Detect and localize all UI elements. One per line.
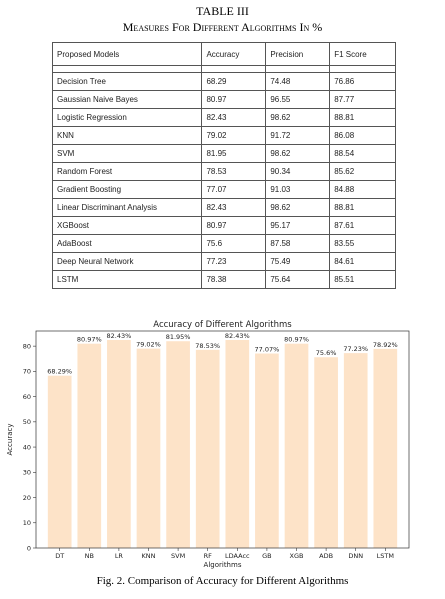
table-cell: Logistic Regression — [53, 109, 202, 127]
data-label: 82.43% — [106, 332, 132, 341]
table-row — [53, 163, 396, 181]
results-table — [52, 42, 396, 289]
table-row — [53, 217, 396, 235]
table-cell: 87.61 — [330, 217, 396, 235]
table-cell: 78.53 — [202, 163, 266, 181]
table-cell: 96.55 — [266, 91, 330, 109]
table-cell: 88.81 — [330, 109, 396, 127]
table-cell: 75.64 — [266, 271, 330, 289]
y-tick-label: 70 — [22, 367, 31, 376]
table-cell: SVM — [53, 145, 202, 163]
y-tick-label: 10 — [22, 519, 31, 528]
table-cell: 98.62 — [266, 109, 330, 127]
table-cell: 87.58 — [266, 235, 330, 253]
data-label: 78.92% — [372, 340, 398, 349]
accuracy-bar-chart — [0, 316, 445, 574]
table-cell: 82.43 — [202, 109, 266, 127]
table-row — [53, 145, 396, 163]
table-cell: 80.97 — [202, 91, 266, 109]
bar-lr — [107, 340, 131, 548]
y-tick-label: 30 — [22, 468, 31, 477]
table-cell: AdaBoost — [53, 235, 202, 253]
bar-knn — [137, 349, 161, 548]
x-tick-label: LR — [114, 552, 123, 560]
table-cell: LSTM — [53, 271, 202, 289]
table-cell: 78.38 — [202, 271, 266, 289]
x-tick-label: LSTM — [376, 552, 394, 560]
spacer-cell — [330, 66, 396, 73]
bar-gb — [255, 354, 279, 548]
table-cell: 82.43 — [202, 199, 266, 217]
bar-xgb — [285, 344, 309, 548]
table-body — [53, 66, 396, 289]
x-tick-label: DNN — [348, 552, 364, 560]
table-row — [53, 235, 396, 253]
data-label: 82.43% — [224, 332, 250, 341]
table-cell: Decision Tree — [53, 73, 202, 91]
table-cell: 68.29 — [202, 73, 266, 91]
y-tick-label: 60 — [22, 392, 31, 401]
table-cell: Deep Neural Network — [53, 253, 202, 271]
table-header-row — [53, 43, 396, 66]
table-cell: 74.48 — [266, 73, 330, 91]
data-label: 80.97% — [76, 335, 102, 344]
table-row — [53, 199, 396, 217]
table-cell: 88.54 — [330, 145, 396, 163]
x-axis-label: Algorithms — [203, 561, 242, 569]
table-cell: Gradient Boosting — [53, 181, 202, 199]
y-axis-label: Accuracy — [6, 423, 14, 456]
bar-nb — [77, 344, 101, 548]
header-models: Proposed Models — [53, 43, 202, 66]
header-precision: Precision — [266, 43, 330, 66]
y-tick-label: 20 — [22, 493, 31, 502]
table-cell: 98.62 — [266, 199, 330, 217]
data-label: 68.29% — [47, 367, 73, 376]
table-cell: 77.23 — [202, 253, 266, 271]
spacer-cell — [202, 66, 266, 73]
table-cell: 91.72 — [266, 127, 330, 145]
table-cell: 79.02 — [202, 127, 266, 145]
table-cell: 90.34 — [266, 163, 330, 181]
bar-dnn — [344, 353, 368, 548]
x-tick-label: ADB — [319, 552, 334, 560]
table-cell: 83.55 — [330, 235, 396, 253]
bar-rf — [196, 350, 220, 548]
spacer-cell — [53, 66, 202, 73]
y-tick-label: 0 — [26, 544, 31, 553]
table-cell: 81.95 — [202, 145, 266, 163]
header-accuracy: Accuracy — [202, 43, 266, 66]
data-label: 75.6% — [315, 349, 337, 358]
header-f1: F1 Score — [330, 43, 396, 66]
x-tick-label: XGB — [289, 552, 304, 560]
table-cell: 88.81 — [330, 199, 396, 217]
data-label: 77.07% — [254, 345, 280, 354]
table-cell: 84.61 — [330, 253, 396, 271]
spacer-cell — [266, 66, 330, 73]
y-tick-label: 40 — [22, 443, 31, 452]
x-tick-label: LDAAcc — [224, 552, 250, 560]
table-cell: 80.97 — [202, 217, 266, 235]
y-tick-label: 80 — [22, 342, 31, 351]
data-label: 78.53% — [195, 341, 221, 350]
x-tick-label: NB — [84, 552, 94, 560]
table-cell: 95.17 — [266, 217, 330, 235]
table-cell: 85.51 — [330, 271, 396, 289]
chart-title: Accuracy of Different Algorithms — [153, 320, 292, 330]
data-label: 80.97% — [284, 335, 309, 344]
data-label: 81.95% — [165, 333, 191, 342]
table-row — [53, 109, 396, 127]
data-label: 79.02% — [136, 340, 161, 349]
x-tick-label: DT — [55, 552, 65, 560]
x-tick-label: KNN — [141, 552, 156, 560]
table-row — [53, 253, 396, 271]
bar-ldaacc — [225, 340, 249, 548]
y-tick-label: 50 — [22, 418, 31, 427]
table-row — [53, 127, 396, 145]
table-cell: KNN — [53, 127, 202, 145]
bar-dt — [48, 376, 72, 548]
x-tick-label: SVM — [171, 552, 186, 560]
table-cell: 84.88 — [330, 181, 396, 199]
table-cell: Random Forest — [53, 163, 202, 181]
table-spacer-row — [53, 66, 396, 73]
table-cell: 87.77 — [330, 91, 396, 109]
x-tick-label: RF — [203, 552, 212, 560]
table-row — [53, 181, 396, 199]
data-label: 77.23% — [343, 345, 369, 354]
table-cell: 98.62 — [266, 145, 330, 163]
table-cell: 76.86 — [330, 73, 396, 91]
x-tick-label: GB — [262, 552, 272, 560]
table-row — [53, 91, 396, 109]
table-cell: 85.62 — [330, 163, 396, 181]
table-cell: 91.03 — [266, 181, 330, 199]
table-cell: 75.49 — [266, 253, 330, 271]
table-row — [53, 73, 396, 91]
table-subtitle: Measures For Different Algorithms In % — [122, 20, 323, 34]
table-row — [53, 271, 396, 289]
table-cell: Linear Discriminant Analysis — [53, 199, 202, 217]
table-cell: Gaussian Naive Bayes — [53, 91, 202, 109]
table-title: TABLE III — [196, 4, 249, 18]
table-cell: 86.08 — [330, 127, 396, 145]
bar-adb — [314, 357, 338, 548]
bar-svm — [166, 341, 190, 548]
bar-lstm — [373, 349, 397, 548]
table-cell: XGBoost — [53, 217, 202, 235]
table-cell: 77.07 — [202, 181, 266, 199]
table-cell: 75.6 — [202, 235, 266, 253]
figure-caption: Fig. 2. Comparison of Accuracy for Different Algorithms — [96, 575, 349, 587]
